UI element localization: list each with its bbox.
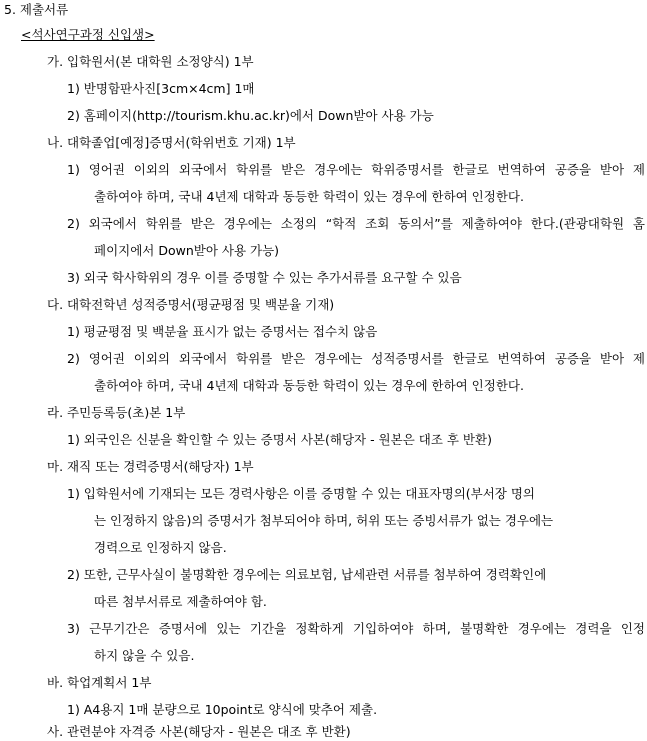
sub-item: 1) 입학원서에 기재되는 모든 경력사항은 이를 증명할 수 있는 대표자명의(부서장 명의	[67, 486, 535, 501]
sub-item-continuation: 경력으로 인정하지 않음.	[94, 540, 227, 555]
sub-item: 2) 홈페이지(http://tourism.khu.ac.kr)에서 Down받아 사용 가능	[67, 108, 434, 123]
sub-item: 1) 반명함판사진[3cm×4cm] 1매	[67, 81, 255, 96]
sub-item: 1) 영어권 이외의 외국에서 학위를 받은 경우에는 학위증명서를 한글로 번역하여 공증을 받아 제	[67, 162, 645, 177]
section-title: 5. 제출서류	[4, 2, 69, 17]
item-heading-ba: 바. 학업계획서 1부	[47, 675, 152, 690]
sub-item-continuation: 따른 첨부서류로 제출하여야 함.	[94, 594, 267, 609]
sub-item: 3) 외국 학사학위의 경우 이를 증명할 수 있는 추가서류를 요구할 수 있음	[67, 270, 462, 285]
item-heading-da: 다. 대학전학년 성적증명서(평균평점 및 백분율 기재)	[47, 297, 335, 312]
sub-item: 2) 영어권 이외의 외국에서 학위를 받은 경우에는 성적증명서를 한글로 번역하여 공증을 받아 제	[67, 351, 645, 366]
section-subtitle: <석사연구과정 신입생>	[21, 27, 155, 42]
sub-item: 2) 또한, 근무사실이 불명확한 경우에는 의료보험, 납세관련 서류를 첨부하여 경력확인에	[67, 567, 547, 582]
sub-item: 1) 평균평점 및 백분율 표시가 없는 증명서는 접수치 않음	[67, 324, 378, 339]
sub-item-continuation: 페이지에서 Down받아 사용 가능)	[94, 243, 280, 258]
sub-item-continuation: 출하여야 하며, 국내 4년제 대학과 동등한 학력이 있는 경우에 한하여 인정한다.	[94, 378, 524, 393]
sub-item: 1) A4용지 1매 분량으로 10point로 양식에 맞추어 제출.	[67, 702, 378, 717]
sub-item: 3) 근무기간은 증명서에 있는 기간을 정확하게 기입하여야 하며, 불명확한 경우에는 경력을 인정	[67, 621, 645, 636]
sub-item-continuation: 하지 않을 수 있음.	[94, 648, 195, 663]
item-heading-ma: 마. 재직 또는 경력증명서(해당자) 1부	[47, 459, 254, 474]
sub-item-continuation: 는 인정하지 않음)의 증명서가 첨부되어야 하며, 허위 또는 증빙서류가 없는 경우에는	[94, 513, 554, 528]
sub-item: 1) 외국인은 신분을 확인할 수 있는 증명서 사본(해당자 - 원본은 대조 후 반환)	[67, 432, 492, 447]
item-heading-ra: 라. 주민등록등(초)본 1부	[47, 405, 186, 420]
item-heading-na: 나. 대학졸업[예정]증명서(학위번호 기재) 1부	[47, 135, 296, 150]
sub-item: 2) 외국에서 학위를 받은 경우에는 소정의 “학적 조회 동의서”를 제출하여야 한다.(관광대학원 홈	[67, 216, 645, 231]
sub-item-continuation: 출하여야 하며, 국내 4년제 대학과 동등한 학력이 있는 경우에 한하여 인정한다.	[94, 189, 524, 204]
item-heading-ga: 가. 입학원서(본 대학원 소정양식) 1부	[47, 54, 254, 69]
item-heading-sa: 사. 관련분야 자격증 사본(해당자 - 원본은 대조 후 반환)	[47, 724, 351, 739]
